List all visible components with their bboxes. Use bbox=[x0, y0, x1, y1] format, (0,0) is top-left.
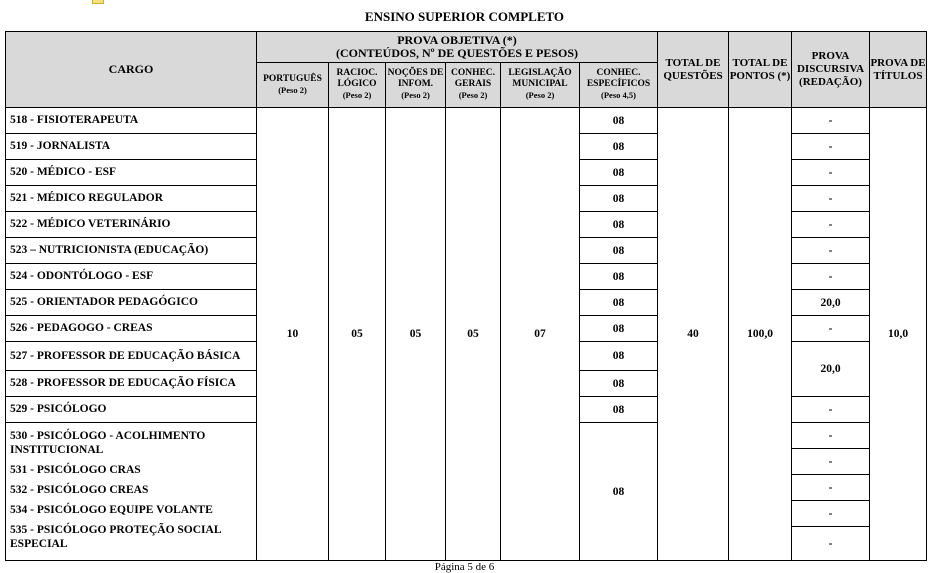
exam-table bbox=[5, 31, 927, 561]
especificos-group-cell: 08 bbox=[580, 423, 658, 561]
cargo-cell: 527 - PROFESSOR DE EDUCAÇÃO BÁSICA bbox=[6, 342, 257, 371]
especificos-cell: 08 bbox=[580, 264, 658, 290]
discursiva-cell: - bbox=[792, 212, 870, 238]
cargo-cell: 535 - PSICÓLOGO PROTEÇÃO SOCIAL ESPECIAL bbox=[10, 524, 221, 550]
cargo-cell: 524 - ODONTÓLOGO - ESF bbox=[6, 264, 257, 290]
discursiva-cell: - bbox=[792, 108, 870, 134]
especificos-cell: 08 bbox=[580, 238, 658, 264]
cargo-cell: 518 - FISIOTERAPEUTA bbox=[6, 108, 257, 134]
discursiva-cell: - bbox=[792, 238, 870, 264]
cargo-group-cell bbox=[6, 423, 257, 561]
especificos-cell: 08 bbox=[580, 290, 658, 316]
total-questoes-cell: 40 bbox=[658, 108, 729, 561]
page-number: Página 5 de 6 bbox=[434, 561, 495, 573]
titulos-cell: 10,0 bbox=[870, 108, 927, 561]
especificos-cell: 08 bbox=[580, 134, 658, 160]
discursiva-cell: - bbox=[792, 527, 870, 561]
header-portugues: PORTUGUÊS (Peso 2) bbox=[257, 63, 329, 108]
header-raciocinio: RACIOC. LÓGICO (Peso 2) bbox=[329, 63, 386, 108]
informatica-cell: 05 bbox=[386, 108, 446, 561]
cargo-cell: 534 - PSICÓLOGO EQUIPE VOLANTE bbox=[10, 504, 213, 516]
discursiva-cell: - bbox=[792, 449, 870, 475]
discursiva-cell: 20,0 bbox=[792, 290, 870, 316]
header-total-pontos: TOTAL DE PONTOS (*) bbox=[729, 32, 792, 108]
raciocinio-cell: 05 bbox=[329, 108, 386, 561]
discursiva-cell: - bbox=[792, 397, 870, 423]
header-legislacao: LEGISLAÇÃO MUNICIPAL (Peso 2) bbox=[501, 63, 580, 108]
discursiva-cell: - bbox=[792, 423, 870, 449]
header-especificos: CONHEC. ESPECÍFICOS (Peso 4,5) bbox=[580, 63, 658, 108]
page-title: ENSINO SUPERIOR COMPLETO bbox=[364, 9, 565, 24]
header-gerais: CONHEC. GERAIS (Peso 2) bbox=[446, 63, 501, 108]
cargo-cell: 530 - PSICÓLOGO - ACOLHIMENTO INSTITUCIONAL bbox=[10, 430, 206, 456]
legislacao-cell: 07 bbox=[501, 108, 580, 561]
cargo-cell: 521 - MÉDICO REGULADOR bbox=[6, 186, 257, 212]
discursiva-cell: - bbox=[792, 316, 870, 342]
discursiva-cell: - bbox=[792, 134, 870, 160]
header-informatica: NOÇÕES DE INFOM. (Peso 2) bbox=[386, 63, 446, 108]
total-pontos-cell: 100,0 bbox=[729, 108, 792, 561]
cargo-cell: 519 - JORNALISTA bbox=[6, 134, 257, 160]
header-discursiva: PROVA DISCURSIVA (REDAÇÃO) bbox=[792, 32, 870, 108]
cargo-cell: 531 - PSICÓLOGO CRAS bbox=[10, 464, 141, 476]
cargo-cell: 523 – NUTRICIONISTA (EDUCAÇÃO) bbox=[6, 238, 257, 264]
portugues-cell: 10 bbox=[257, 108, 329, 561]
especificos-cell: 08 bbox=[580, 397, 658, 423]
header-total-questoes: TOTAL DE QUESTÕES bbox=[658, 32, 729, 108]
especificos-cell: 08 bbox=[580, 108, 658, 134]
header-titulos: PROVA DE TÍTULOS bbox=[870, 32, 927, 108]
discursiva-cell: - bbox=[792, 501, 870, 527]
annotation-icon bbox=[92, 0, 104, 4]
gerais-cell: 05 bbox=[446, 108, 501, 561]
header-cargo: CARGO bbox=[6, 32, 257, 108]
especificos-cell: 08 bbox=[580, 186, 658, 212]
cargo-cell: 528 - PROFESSOR DE EDUCAÇÃO FÍSICA bbox=[6, 371, 257, 397]
cargo-cell: 522 - MÉDICO VETERINÁRIO bbox=[6, 212, 257, 238]
cargo-cell: 526 - PEDAGOGO - CREAS bbox=[6, 316, 257, 342]
cargo-cell: 525 - ORIENTADOR PEDAGÓGICO bbox=[6, 290, 257, 316]
discursiva-cell: - bbox=[792, 186, 870, 212]
especificos-cell: 08 bbox=[580, 160, 658, 186]
especificos-cell: 08 bbox=[580, 316, 658, 342]
discursiva-cell: - bbox=[792, 264, 870, 290]
table-row bbox=[6, 108, 927, 134]
header-prova-objetiva: PROVA OBJETIVA (*) (CONTEÚDOS, Nº DE QUESTÕES E PESOS) bbox=[257, 32, 658, 63]
cargo-cell: 529 - PSICÓLOGO bbox=[6, 397, 257, 423]
discursiva-cell: 20,0 bbox=[792, 342, 870, 397]
discursiva-cell: - bbox=[792, 160, 870, 186]
especificos-cell: 08 bbox=[580, 212, 658, 238]
especificos-cell: 08 bbox=[580, 371, 658, 397]
especificos-cell: 08 bbox=[580, 342, 658, 371]
cargo-cell: 532 - PSICÓLOGO CREAS bbox=[10, 484, 149, 496]
cargo-cell: 520 - MÉDICO - ESF bbox=[6, 160, 257, 186]
discursiva-cell: - bbox=[792, 475, 870, 501]
